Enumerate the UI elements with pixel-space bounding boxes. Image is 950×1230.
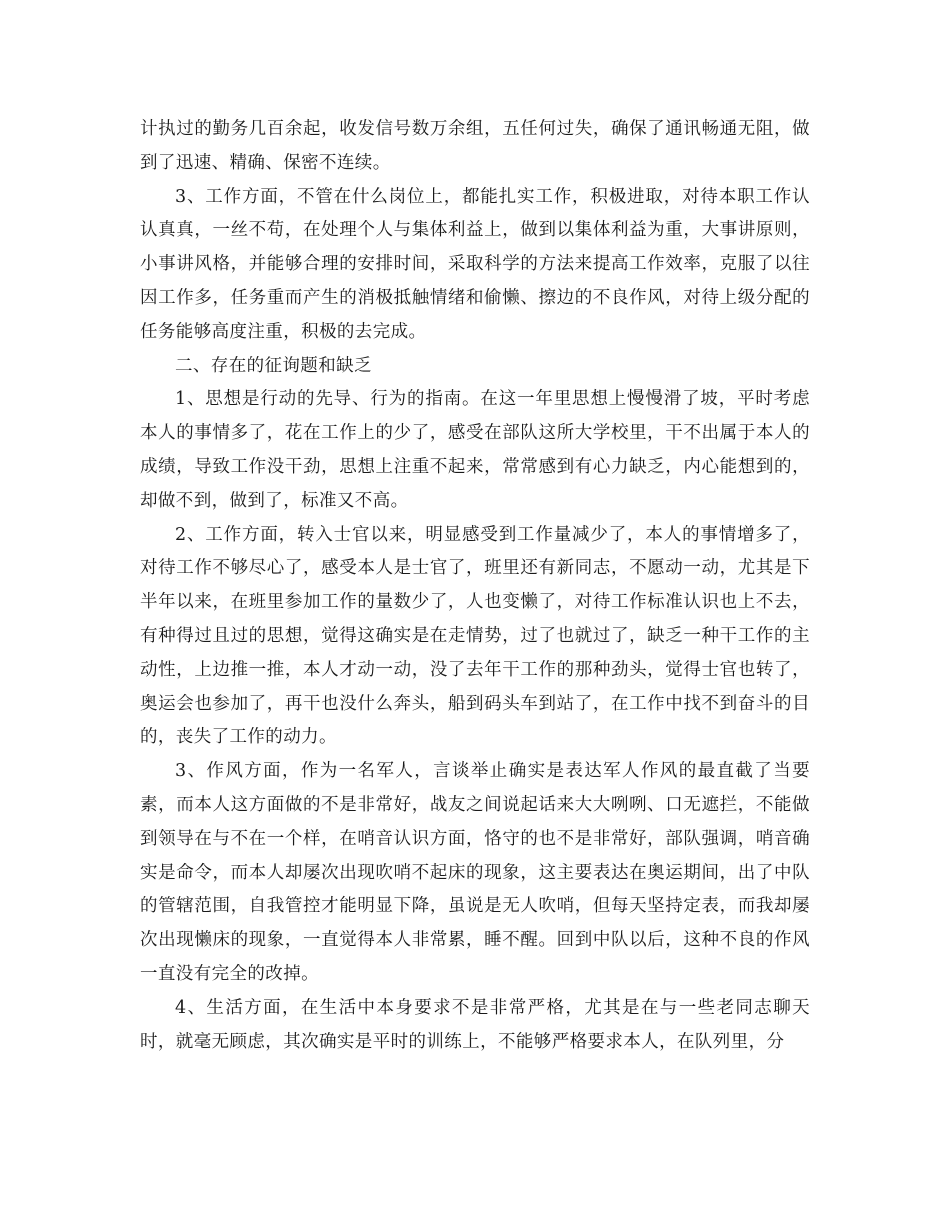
paragraph-work-issues: 2、工作方面，转入士官以来，明显感受到工作量减少了，本人的事情增多了，对待工作不够尽心了，感受本人是士官了，班里还有新同志，不愿动一动，尤其是下半年以来，在班里参加工作的量数少了，人也变懒了，对待工作标准认识也上不去，有种得过且过的思想，觉得这确实是在走情势，过了也就过了，缺乏一种干工作的主动性，上边推一推，本人才动一动，没了去年干工作的那种劲头，觉得士官也转了，奥运会也参加了，再干也没什么奔头，船到码头车到站了，在工作中找不到奋斗的目的，丧失了工作的动力。 [140,524,810,748]
paragraph-style-issues: 3、作风方面，作为一名军人，言谈举止确实是表达军人作风的最直截了当要素，而本人这方面做的不是非常好，战友之间说起话来大大咧咧、口无遮拦，不能做到领导在与不在一个样，在哨音认识方面，恪守的也不是非常好，部队强调，哨音确实是命令，而本人却屡次出现吹哨不起床的现象，这主要表达在奥运期间，出了中队的管辖范围，自我管控才能明显下降，虽说是无人吹哨，但每天坚持定表，而我却屡次出现懒床的现象，一直觉得本人非常累，睡不醒。回到中队以后，这种不良的作风一直没有完全的改掉。 [140,761,810,984]
paragraph-continuation: 计执过的勤务几百余起，收发信号数万余组，五任何过失，确保了通讯畅通无阻，做到了迅速、精确、保密不连续。 [140,119,810,173]
paragraph-life-issues: 4、生活方面，在生活中本身要求不是非常严格，尤其是在与一些老同志聊天时，就毫无顾虑，其次确实是平时的训练上，不能够严格要求本人，在队列里，分 [140,997,810,1052]
section-heading-problems: 二、存在的征询题和缺乏 [175,355,372,376]
document-page [140,113,810,1059]
paragraph-thought: 1、思想是行动的先导、行为的指南。在这一年里思想上慢慢滑了坡，平时考虑本人的事情多了，花在工作上的少了，感受在部队这所大学校里，干不出属于本人的成绩，导致工作没干劲，思想上注重不起来，常常感到有心力缺乏，内心能想到的，却做不到，做到了，标准又不高。 [140,389,810,511]
paragraph-work-section: 3、工作方面，不管在什么岗位上，都能扎实工作，积极进取，对待本职工作认认真真，一丝不苟，在处理个人与集体利益上，做到以集体利益为重，大事讲原则，小事讲风格，并能够合理的安排时间，采取科学的方法来提高工作效率，克服了以往因工作多，任务重而产生的消极抵触情绪和偷懒、擦边的不良作风，对待上级分配的任务能够高度注重，积极的去完成。 [140,186,810,342]
